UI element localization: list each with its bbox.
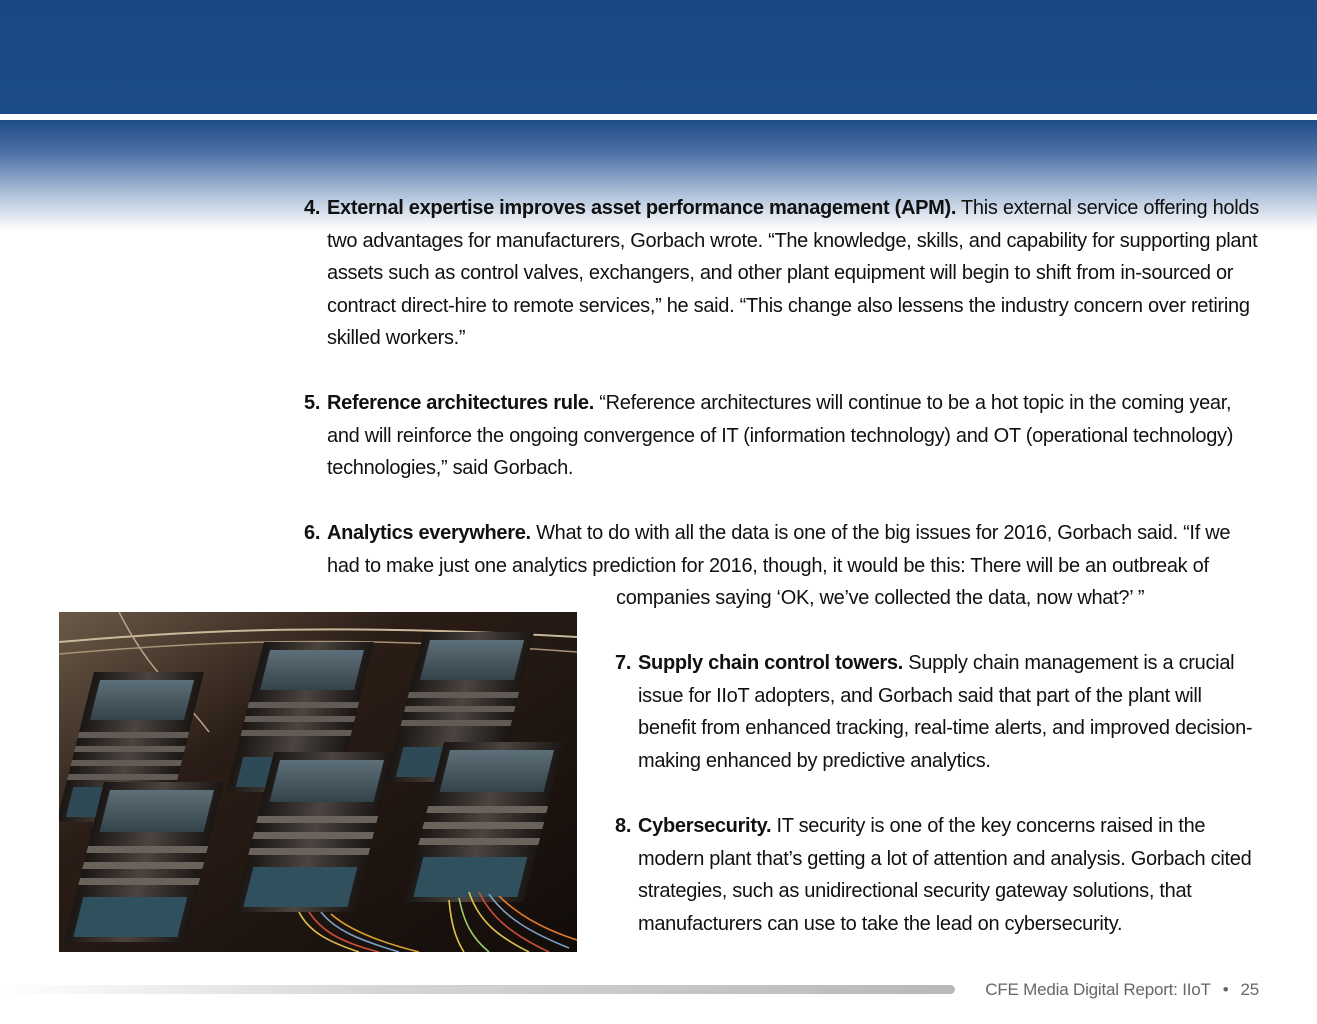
item-heading: Analytics everywhere. [327,522,531,544]
list-item-7 [615,647,1263,777]
list-item-8 [615,810,1263,940]
item-body: Supply chain management is a crucial issue for IIoT adopters, and Gorbach said that part of the plant will benefit from enhanced tracking, real-time alerts, and improved decision-making enhanced by predictive analytics. [638,652,1253,772]
item-body: What to do with all the data is one of the big issues for 2016, Gorbach said. “If we had to make just one analytics prediction for 2016, though, it would be this: There will be an outbreak of [327,522,1231,577]
list-item-6 [304,517,1262,582]
controller-modules-photo [59,612,577,952]
item-heading: External expertise improves asset performance management (APM). [327,197,957,219]
page-number: 25 [1240,980,1259,999]
list-item-4 [304,192,1262,355]
item-number: 8. [615,815,632,837]
report-title: CFE Media Digital Report: IIoT [985,980,1211,999]
item-number: 5. [304,392,321,414]
item-body: IT security is one of the key concerns raised in the modern plant that’s getting a lot of attention and analysis. Gorbach cited strategies, such as unidirectional security gateway solutions, that manufacturers can use to take the lead on cybersecurity. [638,815,1252,935]
item-number: 6. [304,522,321,544]
item-heading: Cybersecurity. [638,815,772,837]
footer-rule [0,985,955,994]
footer-separator: • [1222,980,1229,999]
footer [985,980,1259,1000]
list-item-5 [304,387,1262,485]
item-heading: Reference architectures rule. [327,392,594,414]
item-number: 4. [304,197,321,219]
item-heading: Supply chain control towers. [638,652,903,674]
item-body: This external service offering holds two advantages for manufacturers, Gorbach wrote. “The knowledge, skills, and capability for supporting plant assets such as control valves, exchangers, and other plant equipment will begin to shift from in-sourced or contract direct-hire to remote services,” he said. “This change also lessens the industry concern over retiring skilled workers.” [327,197,1259,349]
item-number: 7. [615,652,632,674]
header-band [0,0,1317,114]
list-item-6-continuation: companies saying ‘OK, we’ve collected the data, now what?’ ” [616,587,1145,609]
item-body: “Reference architectures will continue to be a hot topic in the coming year, and will reinforce the ongoing convergence of IT (information technology) and OT (operational technology) technologies,” said Gorbach. [327,392,1234,479]
